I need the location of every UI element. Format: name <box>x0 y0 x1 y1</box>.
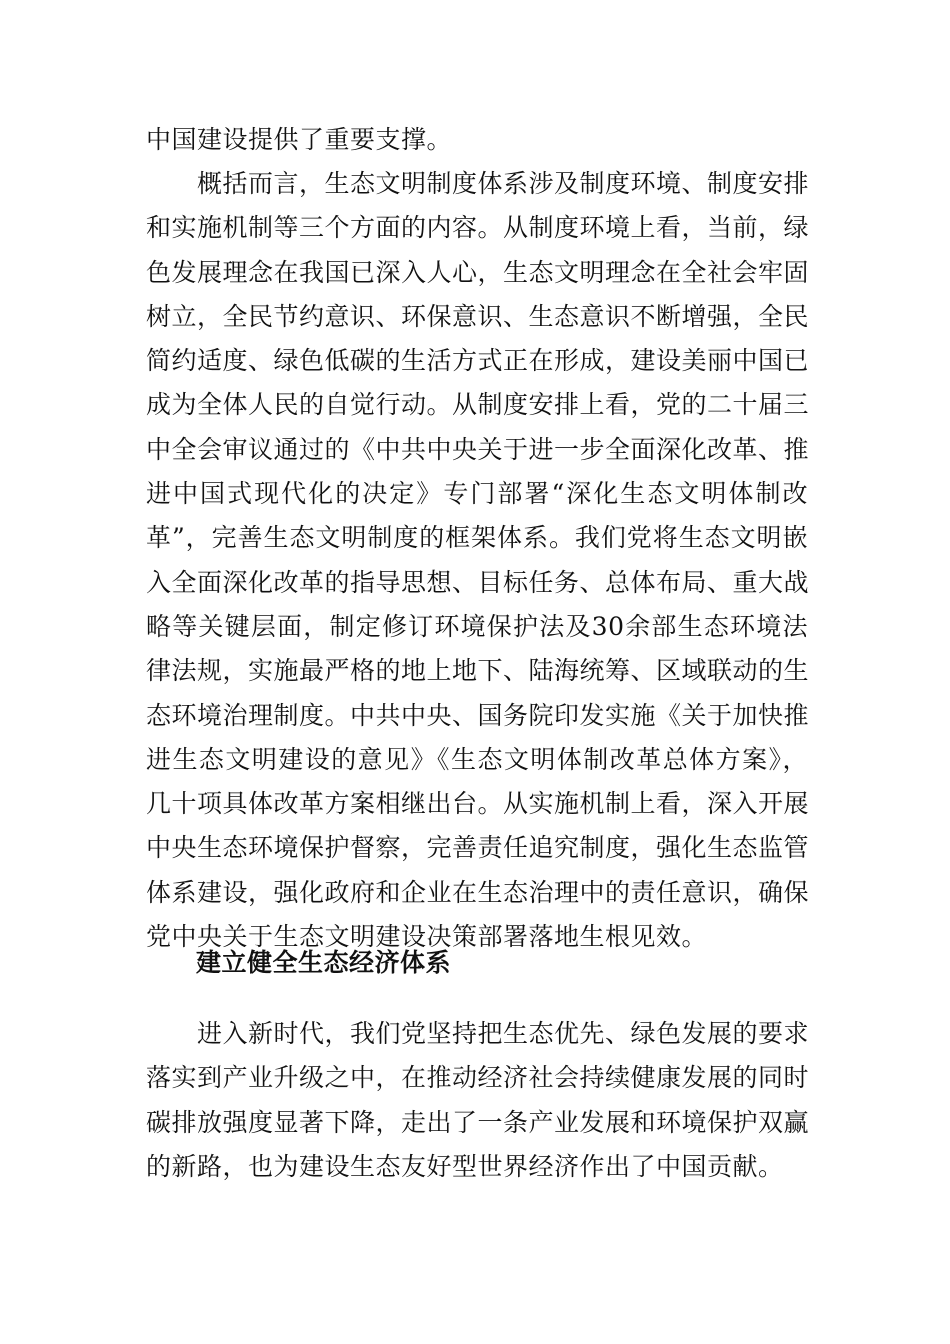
paragraph-line: 入全面深化改革的指导思想、目标任务、总体布局、重大战 <box>146 567 810 597</box>
paragraph-ecological-economy <box>146 1012 808 1189</box>
paragraph-line: 党中央关于生态文明建设决策部署落地生根见效。 <box>146 922 708 952</box>
paragraph-line: 体系建设，强化政府和企业在生态治理中的责任意识，确保 <box>146 877 810 907</box>
paragraph-line: 态环境治理制度。中共中央、国务院印发实施《关于加快推 <box>146 700 810 730</box>
paragraph-institutional-system <box>146 162 808 959</box>
paragraph-line: 进中国式现代化的决定》专门部署“深化生态文明体制改 <box>146 479 808 509</box>
paragraph-line: 几十项具体改革方案相继出台。从实施机制上看，深入开展 <box>146 789 810 819</box>
paragraph-carry-over <box>146 118 808 162</box>
paragraph-line: 中央生态环境保护督察，完善责任追究制度，强化生态监管 <box>146 833 810 863</box>
paragraph-line: 的新路，也为建设生态友好型世界经济作出了中国贡献。 <box>146 1151 784 1181</box>
paragraph-line: 律法规，实施最严格的地上地下、陆海统筹、区域联动的生 <box>146 656 810 686</box>
paragraph-line: 简约适度、绿色低碳的生活方式正在形成，建设美丽中国已 <box>146 346 810 376</box>
paragraph-line: 概括而言，生态文明制度体系涉及制度环境、制度安排 <box>146 169 810 198</box>
paragraph-line: 成为全体人民的自觉行动。从制度安排上看，党的二十届三 <box>146 390 810 420</box>
paragraph-line: 落实到产业升级之中，在推动经济社会持续健康发展的同时 <box>146 1063 810 1093</box>
paragraph-line: 树立，全民节约意识、环保意识、生态意识不断增强，全民 <box>146 301 810 331</box>
section-heading: 建立健全生态经济体系 <box>196 948 452 977</box>
paragraph-line: 进生态文明建设的意见》《生态文明体制改革总体方案》， <box>146 744 808 774</box>
paragraph-line: 进入新时代，我们党坚持把生态优先、绿色发展的要求 <box>146 1019 810 1048</box>
paragraph-line: 色发展理念在我国已深入人心，生态文明理念在全社会牢固 <box>146 257 810 287</box>
paragraph-line: 碳排放强度显著下降，走出了一条产业发展和环境保护双赢 <box>146 1107 810 1137</box>
paragraph-line: 革”，完善生态文明制度的框架体系。我们党将生态文明嵌 <box>146 523 808 553</box>
paragraph-line: 中全会审议通过的《中共中央关于进一步全面深化改革、推 <box>146 434 810 464</box>
paragraph-line: 中国建设提供了重要支撑。 <box>146 125 453 154</box>
paragraph-line: 和实施机制等三个方面的内容。从制度环境上看，当前，绿 <box>146 213 810 243</box>
paragraph-line: 略等关键层面，制定修订环境保护法及30余部生态环境法 <box>146 611 808 641</box>
